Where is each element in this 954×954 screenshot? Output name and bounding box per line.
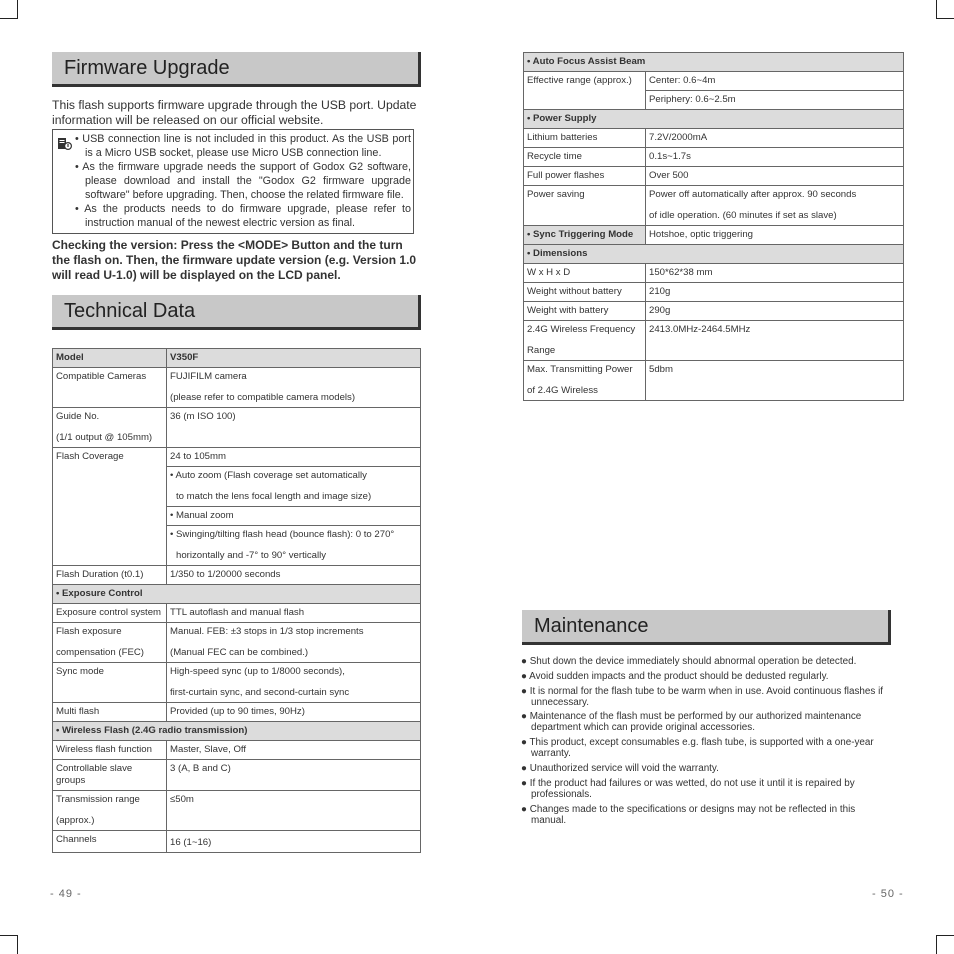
range-label-line: (approx.) [56,815,95,826]
wfunc-label: Wireless flash function [53,741,167,760]
multi-value: Provided (up to 90 times, 90Hz) [167,703,421,722]
freq-label-line: 2.4G Wireless Frequency [527,324,636,335]
technical-table-left [52,348,421,853]
maintenance-item: ● Avoid sudden impacts and the product should be dedusted regularly. [521,670,829,682]
exposure-header: • Exposure Control [53,585,421,604]
power-header: • Power Supply [524,110,904,129]
swing-line: • Swinging/tilting flash head (bounce flash): 0 to 270° [170,529,395,540]
swing-value [167,526,421,566]
autozoom-line: to match the lens focal length and image size) [176,491,372,502]
maintenance-list [521,656,891,829]
multi-label: Multi flash [53,703,167,722]
crop-mark [0,18,18,19]
firmware-intro: This flash supports firmware upgrade through the USB port. Update information will be released on our official website. [52,98,417,127]
maintenance-item: ● Changes made to the specifications or designs may not be reflected in this manual. [521,803,856,826]
autozoom-value [167,467,421,507]
maintenance-item: ● Shut down the device immediately should abnormal operation be detected. [521,656,857,667]
fec-label-line: compensation (FEC) [56,647,144,658]
sync-label: Sync mode [53,663,167,703]
compatible-label: Compatible Cameras [53,368,167,408]
wo-batt-value: 210g [646,283,904,302]
range-value: ≤50m [167,791,421,831]
exp-system-value: TTL autoflash and manual flash [167,604,421,623]
crop-mark [936,18,954,19]
whd-value: 150*62*38 mm [646,264,904,283]
w-batt-value: 290g [646,302,904,321]
firmware-section-title: Firmware Upgrade [52,52,421,87]
maintenance-item: ● Unauthorized service will void the warranty. [521,762,719,774]
sync-value [167,663,421,703]
af-label: Effective range (approx.) [524,72,646,110]
wfunc-value: Master, Slave, Off [167,741,421,760]
channels-label: Channels [53,831,167,853]
recycle-label: Recycle time [524,148,646,167]
maintenance-item: ● This product, except consumables e.g. flash tube, is supported with a one-year warranty. [521,737,874,760]
technical-table-right [523,52,904,401]
model-label: Model [53,349,167,368]
sync-trig-value: Hotshoe, optic triggering [646,226,904,245]
freq-label [524,321,646,361]
freq-label-line: Range [527,345,556,356]
saving-value-line: of idle operation. (60 minutes if set as slave) [649,210,837,221]
maintenance-section-title: Maintenance [522,610,891,645]
lithium-label: Lithium batteries [524,129,646,148]
guide-label-line: (1/1 output @ 105mm) [56,432,153,443]
txpower-label-line: of 2.4G Wireless [527,385,598,396]
firmware-note: • As the products needs to do firmware upgrade, please refer to instruction manual of the newest electric version as final. [75,203,411,229]
checking-version-text: Checking the version: Press the <MODE> Button and the turn the flash on. Then, the firmware update version (e.g. Version 1.0 will read U-1.0) will be displayed on the LCD panel. [52,238,417,282]
fullpower-value: Over 500 [646,167,904,186]
coverage-value: 24 to 105mm [167,448,421,467]
technical-section-title: Technical Data [52,295,421,330]
compatible-value [167,368,421,408]
wireless-header: • Wireless Flash (2.4G radio transmission) [53,722,421,741]
txpower-label-line: Max. Transmitting Power [527,364,633,375]
page-number-right: - 50 - [872,888,904,900]
saving-value-line: Power off automatically after approx. 90 seconds [649,189,857,200]
maintenance-item: ● Maintenance of the flash must be performed by our authorized maintenance department which can provide original accessories. [521,711,862,734]
fec-value-line: (Manual FEC can be combined.) [170,647,309,658]
duration-value: 1/350 to 1/20000 seconds [167,566,421,585]
crop-mark [936,936,937,954]
firmware-note: • USB connection line is not included in this product. As the USB port is a Micro USB socket, please use Micro USB connection line. [75,133,411,159]
compatible-value-line: FUJIFILM camera [170,371,247,382]
crop-mark [17,936,18,954]
page-number-left: - 49 - [50,888,82,900]
txpower-value: 5dbm [646,361,904,401]
fec-label [53,623,167,663]
w-batt-label: Weight with battery [524,302,646,321]
range-label-line: Transmission range [56,794,140,805]
slave-value: 3 (A, B and C) [167,760,421,791]
firmware-note: • As the firmware upgrade needs the support of Godox G2 software, please download and install the "Godox G2 firmware upgrade software" before upgrading. Then, choose the related firmware file. [75,161,411,201]
model-value: V350F [167,349,421,368]
maintenance-item: ● If the product had failures or was wetted, do not use it until it is repaired by professionals. [521,777,855,800]
crop-mark [17,0,18,18]
guide-label [53,408,167,448]
crop-mark [936,935,954,936]
swing-line: horizontally and -7° to 90° vertically [176,550,327,561]
channels-value: 16 (1~16) [167,831,421,853]
manualzoom-value: • Manual zoom [167,507,421,526]
sync-value-line: High-speed sync (up to 1/8000 seconds), [170,666,345,677]
wo-batt-label: Weight without battery [524,283,646,302]
crop-mark [936,0,937,18]
maintenance-item: ● It is normal for the flash tube to be warm when in use. Avoid continuous flashes if unnecessary. [521,685,884,708]
af-periphery: Periphery: 0.6~2.5m [646,91,904,110]
sync-value-line: first-curtain sync, and second-curtain sync [170,687,350,698]
recycle-value: 0.1s~1.7s [646,148,904,167]
guide-value: 36 (m ISO 100) [167,408,421,448]
saving-label: Power saving [524,186,646,226]
whd-label: W x H x D [524,264,646,283]
firmware-note-box [52,129,414,234]
fec-value [167,623,421,663]
af-center: Center: 0.6~4m [646,72,904,91]
guide-label-line: Guide No. [56,411,100,422]
compatible-value-line: (please refer to compatible camera models) [170,392,356,403]
fec-value-line: Manual. FEB: ±3 stops in 1/3 stop increments [170,626,364,637]
lithium-value: 7.2V/2000mA [646,129,904,148]
crop-mark [0,935,18,936]
autozoom-line: • Auto zoom (Flash coverage set automatically [170,470,367,481]
slave-label: Controllable slave groups [53,760,167,791]
saving-value [646,186,904,226]
note-icon [58,136,72,150]
exp-system-label: Exposure control system [53,604,167,623]
freq-value: 2413.0MHz-2464.5MHz [646,321,904,361]
af-header: • Auto Focus Assist Beam [524,53,904,72]
duration-label: Flash Duration (t0.1) [53,566,167,585]
range-label [53,791,167,831]
coverage-label: Flash Coverage [53,448,167,566]
dim-header: • Dimensions [524,245,904,264]
sync-trig-label: • Sync Triggering Mode [524,226,646,245]
fullpower-label: Full power flashes [524,167,646,186]
txpower-label [524,361,646,401]
firmware-notes [75,132,411,230]
fec-label-line: Flash exposure [56,626,122,637]
